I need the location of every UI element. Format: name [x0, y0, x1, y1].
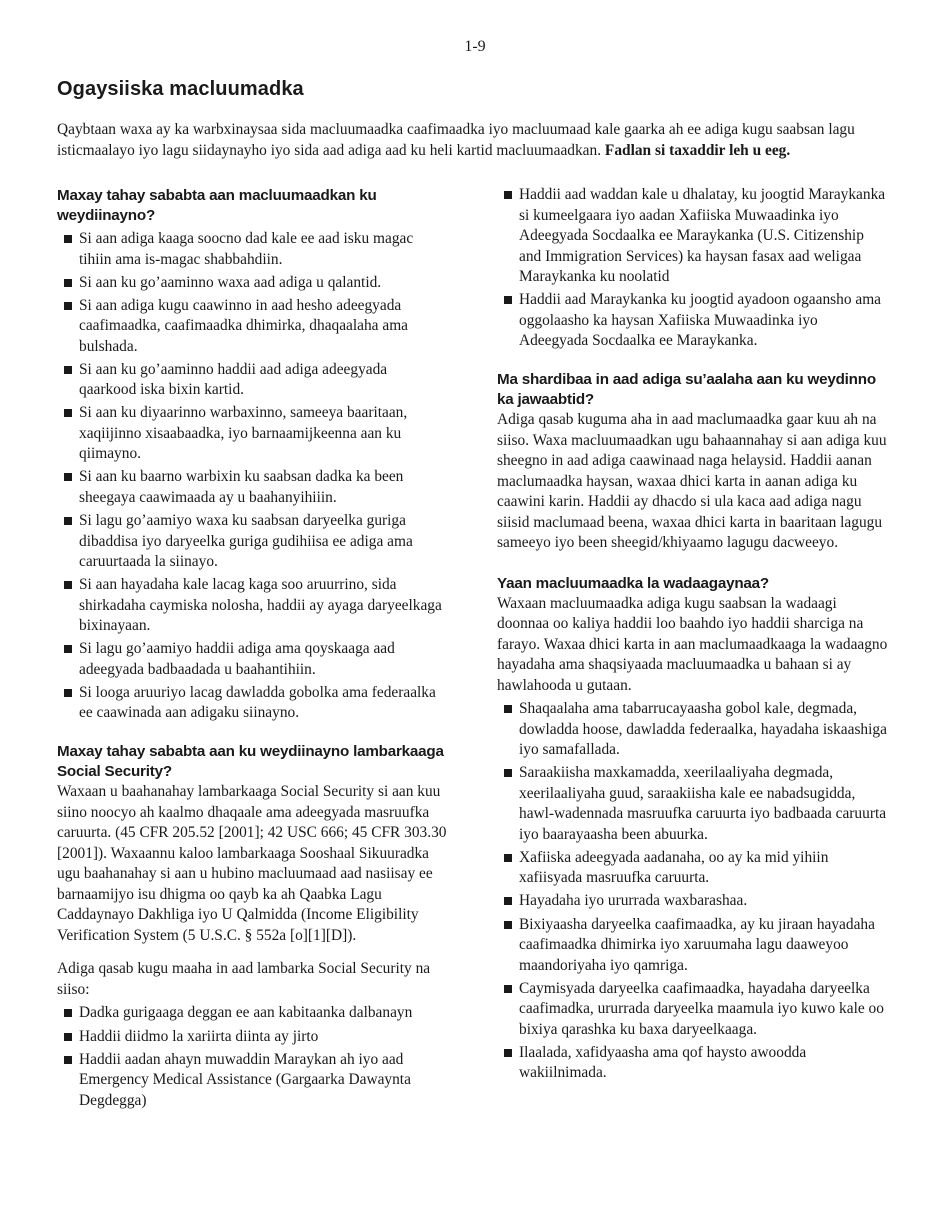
section-heading-why-info: Maxay tahay sababta aan macluumaadkan ku weydiinayno?: [57, 187, 377, 224]
square-bullet-icon: [64, 279, 72, 287]
square-bullet-icon: [64, 235, 72, 243]
list-item: Hayadaha iyo ururrada waxbarashaa.: [497, 891, 889, 912]
left-column: [57, 186, 447, 1114]
square-bullet-icon: [64, 1009, 72, 1017]
section-heading-refuse: Ma shardibaa in aad adiga su’aalaha aan ku weydinno ka jawaabtid?: [497, 371, 876, 409]
sharing-list: [497, 699, 889, 1084]
list-item: Si lagu go’aamiyo waxa ku saabsan daryeelka guriga dibaddisa iyo daryeelka guriga gudihiisa ee adiga ama caruurtaada la siinayo.: [57, 511, 447, 573]
list-item: Dadka gurigaaga deggan ee aan kabitaanka dalbanayn: [57, 1003, 447, 1024]
list-item: Si aan adiga kaaga soocno dad kale ee aad isku magac tihiin ama is-magac shabbahdiin.: [57, 229, 447, 270]
square-bullet-icon: [64, 302, 72, 310]
refuse-paragraph: Adiga qasab kuguma aha in aad maclumaadka gaar kuu ah na siiso. Waxa macluumaadkan ugu bahaannahay si aan adiga kuu sheegno in aad adiga caawinaad naga helaysid. Haddii aanan maclumaadka haysan, waxaa dhici karta in aanan adiga ku caawini karin. Haddii ay dhacdo si ula kaca aad adiga nagu siisid maclumaad beena, waxaa dhici karta in baaritaan lagugu sameeyo iyo been sheegid/khiyaamo lagugu dacweeyo.: [497, 411, 887, 552]
ssn-paragraph: Waxaan u baahanahay lambarkaaga Social Security si aan kuu siino noocyo ah kaalmo dhaqaale ama adeegyada masruufka caruurta. (45 CFR 205.52 [2001]; 42 USC 666; 45 CFR 303.30 [2001]). Waxaannu kaloo lambarkaaga Sooshaal Sikuuradka ugu baahanahay si aan u hubino macluumaad aad nasiisay ee barnaamijyo isu dhigma oo qayb ka ah Qaabka Lagu Caddaynayo Dakhliga iyo U Qalmidda (Income Eligibility Verification System (5 U.S.C. § 552a [o][1][D]).: [57, 783, 447, 944]
list-item: Haddii diidmo la xariirta diinta ay jirto: [57, 1027, 447, 1048]
list-item: Si aan ku diyaarinno warbaxinno, sameeya baaritaan, xaqiijinno xisaabaadka, iyo barnaamijkeenna aan ku qiimayno.: [57, 403, 447, 465]
list-item: Si aan hayadaha kale lacag kaga soo aruurrino, sida shirkadaha caymiska nolosha, haddii ay ayaga daryeelkaga bixinayaan.: [57, 575, 447, 637]
list-item: Bixiyaasha daryeelka caafimaadka, ay ku jiraan hayadaha caafimaadka dhimirka iyo xaruumaha lagu daaweyoo maandoriyaha iyo qamriga.: [497, 915, 889, 977]
page-number: 1-9: [464, 38, 486, 55]
list-item: Si aan ku go’aaminno waxa aad adiga u qalantid.: [57, 273, 447, 294]
square-bullet-icon: [64, 409, 72, 417]
intro-bold-text: Fadlan si taxaddir leh u eeg.: [604, 142, 791, 159]
square-bullet-icon: [64, 689, 72, 697]
list-item: Haddii aad waddan kale u dhalatay, ku joogtid Maraykanka si kumeelgaara iyo aadan Xafiiska Muwaadinka iyo Adeegyada Socdaalka ee Maraykanka (U.S. Citizenship and Immigration Services) ka haysan fasax aad weligaa Maraykanka ku noolatid: [497, 185, 889, 288]
square-bullet-icon: [504, 191, 512, 199]
list-item: Si looga aruuriyo lacag dawladda gobolka ama federaalka ee caawinada aan adigaku siinayno.: [57, 683, 447, 724]
sharing-paragraph: Waxaan macluumaadka adiga kugu saabsan la wadaagi doonnaa oo kaliya haddii loo baahdo iyo haddii sharciga na farayo. Waxaa dhici karta in aan maclumaadkaaga la wadaagno hayadaha ama shaqsiyaada macluumaadka u bahaan si ay hawlahooda u gutaan.: [497, 594, 888, 694]
list-item: Haddii aad Maraykanka ku joogtid ayadoon ogaansho ama oggolaasho ka haysan Xafiiska Muwaadinka iyo Adeegyada Socdaalka ee Maraykanka.: [497, 290, 889, 352]
list-item: Si aan ku go’aaminno haddii aad adiga adeegyada qaarkood iska bixin kartid.: [57, 360, 447, 401]
square-bullet-icon: [504, 769, 512, 777]
list-item: Shaqaalaha ama tabarrucayaasha gobol kale, degmada, dowladda hoose, dawladda federaalka, hayadaha iskaashiga iyo samafallada.: [497, 699, 889, 761]
ssn-exceptions-list: [57, 1003, 447, 1111]
square-bullet-icon: [504, 854, 512, 862]
list-item: Caymisyada daryeelka caafimaadka, hayadaha daryeelka caafimadka, ururrada daryeelka maamula iyo kuwo kale oo bixiya qarashka ku baxa daryeelkaaga.: [497, 979, 889, 1041]
ssn-exceptions-intro: Adiga qasab kugu maaha in aad lambarka Social Security na siiso:: [57, 960, 431, 998]
list-item: Ilaalada, xafidyaasha ama qof haysto awoodda wakiilnimada.: [497, 1043, 889, 1084]
list-item: Saraakiisha maxkamadda, xeerilaaliyaha degmada, xeerilaaliyaha guud, saraakiisha kale ee nabadsugidda, hawl-wadennada masruufka caruurta iyo badbaada caruurta iyo baarayaasha been abuurka.: [497, 763, 889, 845]
right-column: [497, 185, 889, 1086]
intro-paragraph: [57, 119, 887, 161]
square-bullet-icon: [504, 705, 512, 713]
square-bullet-icon: [504, 296, 512, 304]
square-bullet-icon: [64, 645, 72, 653]
section-heading-ssn: Maxay tahay sababta aan ku weydiinayno lambarkaaga Social Security?: [57, 743, 444, 781]
list-item: Si aan adiga kugu caawinno in aad hesho adeegyada caafimaadka, caafimaadka dhimirka, dhaqaalaha ama bulshada.: [57, 296, 447, 358]
intro-text: Qaybtaan waxa ay ka warbxinaysaa sida macluumaadka caafimaadka iyo macluumaad kale gaarka ah ee adiga kugu saabsan lagu isticmaalayo iyo lagu siidaynayho iyo sida aad adiga aad ku heli kartid macluumaadkan.: [57, 121, 855, 159]
square-bullet-icon: [64, 366, 72, 374]
square-bullet-icon: [64, 1056, 72, 1064]
square-bullet-icon: [504, 897, 512, 905]
page-title: Ogaysiiska macluumadka: [57, 78, 304, 100]
square-bullet-icon: [504, 921, 512, 929]
list-item: Haddii aadan ahayn muwaddin Maraykan ah iyo aad Emergency Medical Assistance (Gargaarka Dawaynta Degdegga): [57, 1050, 447, 1112]
why-info-list: [57, 229, 447, 724]
ssn-exceptions-list-continued: [497, 185, 889, 352]
list-item: Xafiiska adeegyada aadanaha, oo ay ka mid yihiin xafiisyada masruufka caruurta.: [497, 848, 889, 889]
square-bullet-icon: [64, 581, 72, 589]
square-bullet-icon: [64, 1033, 72, 1041]
square-bullet-icon: [504, 1049, 512, 1057]
list-item: Si aan ku baarno warbixin ku saabsan dadka ka been sheegaya caawimaada ay u baahanyihiiin.: [57, 467, 447, 508]
list-item: Si lagu go’aamiyo haddii adiga ama qoyskaaga aad adeegyada badbaadada u baahantihiin.: [57, 639, 447, 680]
square-bullet-icon: [64, 517, 72, 525]
section-heading-sharing: Yaan macluumaadka la wadaagaynaa?: [497, 574, 769, 592]
square-bullet-icon: [504, 985, 512, 993]
square-bullet-icon: [64, 473, 72, 481]
